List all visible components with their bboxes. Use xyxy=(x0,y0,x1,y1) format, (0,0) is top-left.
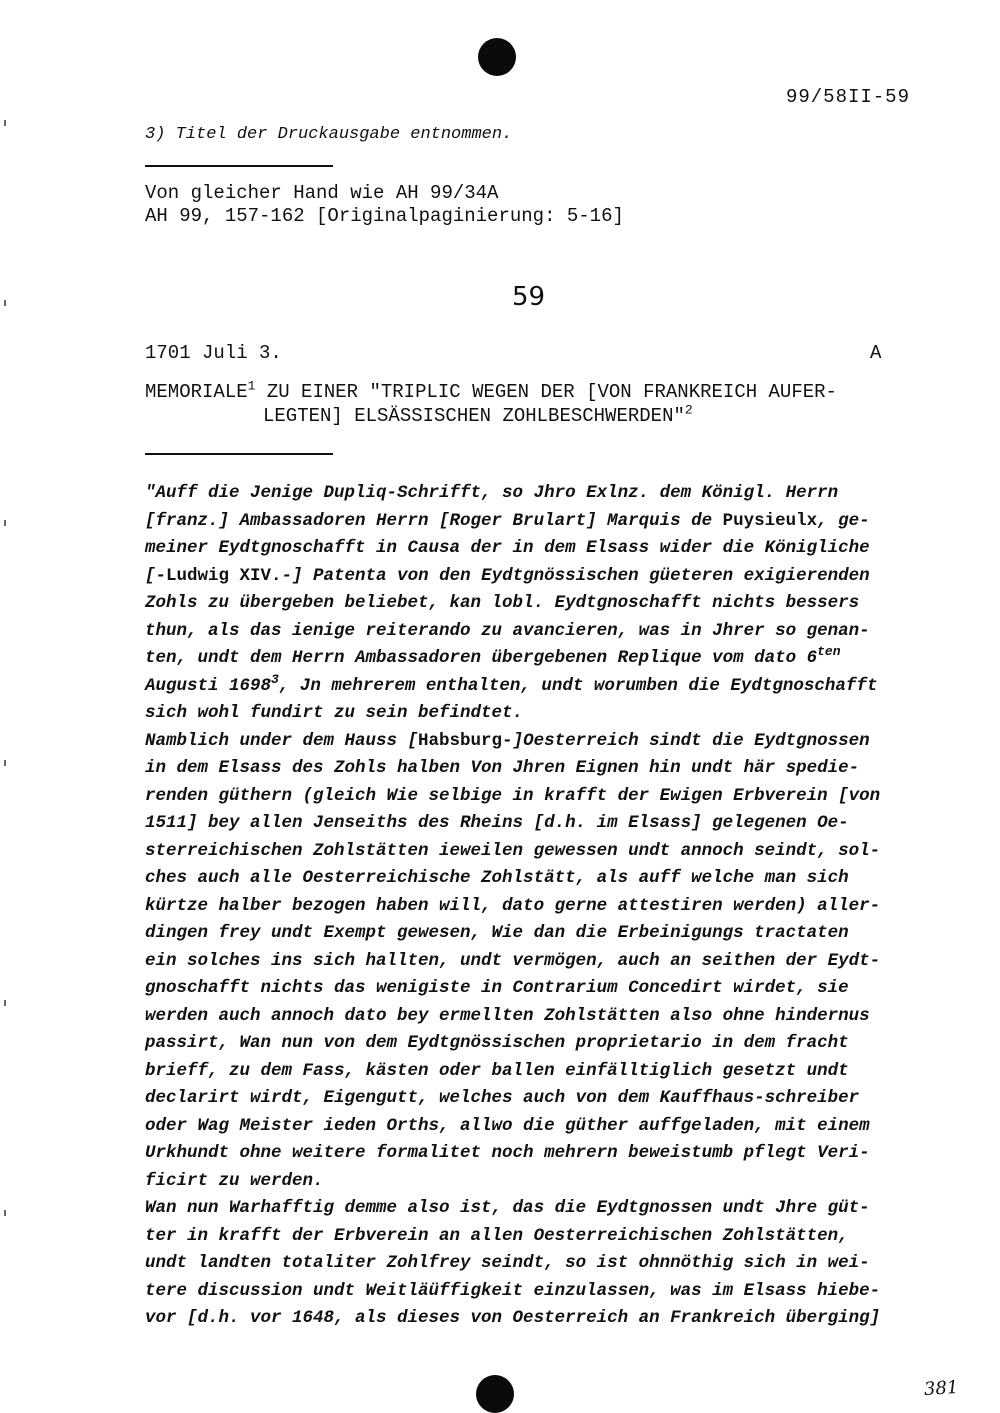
title-rule xyxy=(145,453,333,455)
text-line: Namblich under dem Hauss [Habsburg-]Oesterreich sindt die Eydtgnossen xyxy=(145,730,870,751)
text-line: Urkhundt ohne weitere formalitet noch mehrern beweistumb pflegt Veri- xyxy=(145,1143,870,1163)
text-line: ein solches ins sich hallten, undt vermögen, auch an seithen der Eydt- xyxy=(145,950,881,971)
text-line: kürtze halber bezogen haben will, dato gerne attestiren werden) aller- xyxy=(145,895,881,916)
name-habsburg: Habsburg- xyxy=(418,730,513,751)
text-line: declarirt wirdt, Eigengutt, welches auch von dem Kauffhaus-schreiber xyxy=(145,1088,860,1108)
text-line: brieff, zu dem Fass, kästen oder ballen einfälltiglich gesetzt undt xyxy=(145,1060,849,1081)
margin-handwritten-number: 381 xyxy=(922,1376,959,1401)
text-line: [-Ludwig XIV.-] Patenta von den Eydtgnössischen güeteren exigierenden xyxy=(145,565,870,586)
footnote-ref-2: 2 xyxy=(684,402,693,418)
source-note xyxy=(145,182,624,228)
text-line: meiner Eydtgnoschafft in Causa der in dem Elsass wider die Königliche xyxy=(145,538,870,558)
text-line: ches auch alle Oesterreichische Zohlstätt, als auff welche man sich xyxy=(145,868,849,888)
footnote-ref-1: 1 xyxy=(247,378,256,394)
footnote-ref-3: 3 xyxy=(271,671,279,687)
text-line: "Auff die Jenige Dupliq-Schrifft, so Jhro Exlnz. dem Königl. Herrn xyxy=(145,483,839,503)
scan-edge-marks xyxy=(0,0,14,1412)
text-line: dingen frey undt Exempt gewesen, Wie dan die Erbeinigungs tractaten xyxy=(145,923,849,943)
footnote-3: 3) Titel der Druckausgabe entnommen. xyxy=(145,125,513,144)
text-line: oder Wag Meister ieden Orths, allwo die güther auffgeladen, mit einem xyxy=(145,1115,870,1136)
text-line: sterreichischen Zohlstätten ieweilen gewessen undt annoch seindt, sol- xyxy=(145,840,881,861)
source-line-1: Von gleicher Hand wie AH 99/34A xyxy=(145,182,499,204)
title-line-2: LEGTEN] ELSÄSSISCHEN ZOHLBESCHWERDEN"$^2$ xyxy=(263,402,693,427)
text-line: Zohls zu übergeben beliebet, kan lobl. Eydtgnoschafft nichts bessers xyxy=(145,593,860,613)
document-type-letter: A xyxy=(870,342,882,364)
title-line-1: MEMORIALE$^1$ ZU EINER "TRIPLIC WEGEN DER [VON FRANKREICH AUFER- xyxy=(145,378,837,403)
name-puysieulx: Puysieulx xyxy=(722,510,818,531)
text-line: Augusti 1698$^3$, Jn mehrerem enthalten, undt worumben die Eydtgnoschafft xyxy=(145,671,878,696)
document-title xyxy=(145,380,905,428)
text-line: sich wohl fundirt zu sein befindtet. xyxy=(145,703,524,723)
document-date: 1701 Juli 3. xyxy=(145,342,282,364)
text-line: werden auch annoch dato bey ermellten Zohlstätten also ohne hindernus xyxy=(145,1005,870,1026)
text-line: Wan nun Warhafftig demme also ist, das die Eydtgnossen undt Jhre güt- xyxy=(145,1198,870,1218)
text-line: [franz.] Ambassadoren Herrn [Roger Brulart] Marquis de Puysieulx, ge- xyxy=(145,510,870,531)
text-line: undt landten totaliter Zohlfrey seindt, so ist ohnnöthig sich in wei- xyxy=(145,1253,870,1273)
text-line: ficirt zu werden. xyxy=(145,1170,324,1191)
text-line: 1511] bey allen Jenseiths des Rheins [d.h. im Elsass] gelegenen Oe- xyxy=(145,813,849,833)
body-text xyxy=(145,480,915,1333)
text-line: vor [d.h. vor 1648, als dieses von Oesterreich an Frankreich überging] xyxy=(145,1308,881,1328)
text-line: in dem Elsass des Zohls halben Von Jhren Eignen hin undt här spedie- xyxy=(145,758,860,778)
text-line: renden güthern (gleich Wie selbige in krafft der Ewigen Erbverein [von xyxy=(145,785,881,806)
name-ludwig: Ludwig XIV. xyxy=(166,565,282,586)
footnote-rule xyxy=(145,165,333,167)
punch-hole-bottom xyxy=(476,1375,514,1413)
text-line: ten, undt dem Herrn Ambassadoren übergebenen Replique vom dato $6^{ten}$ xyxy=(145,644,841,668)
text-line: ter in krafft der Erbverein an allen Oesterreichischen Zohlstätten, xyxy=(145,1225,849,1246)
source-line-2: AH 99, 157-162 [Originalpaginierung: 5-16] xyxy=(145,205,624,227)
text-line: passirt, Wan nun von dem Eydtgnössischen proprietario in dem fracht xyxy=(145,1033,849,1053)
text-line: tere discussion undt Weitläüffigkeit einzulassen, was im Elsass hiebe- xyxy=(145,1280,881,1301)
page-reference: 99/58II-59 xyxy=(785,86,910,108)
text-line: thun, als das ienige reiterando zu avancieren, was in Jhrer so genan- xyxy=(145,620,870,641)
document-number: 59 xyxy=(512,282,546,312)
text-line: gnoschafft nichts das wenigiste in Contrarium Concedirt wirdet, sie xyxy=(145,978,849,998)
punch-hole-top xyxy=(478,38,516,76)
